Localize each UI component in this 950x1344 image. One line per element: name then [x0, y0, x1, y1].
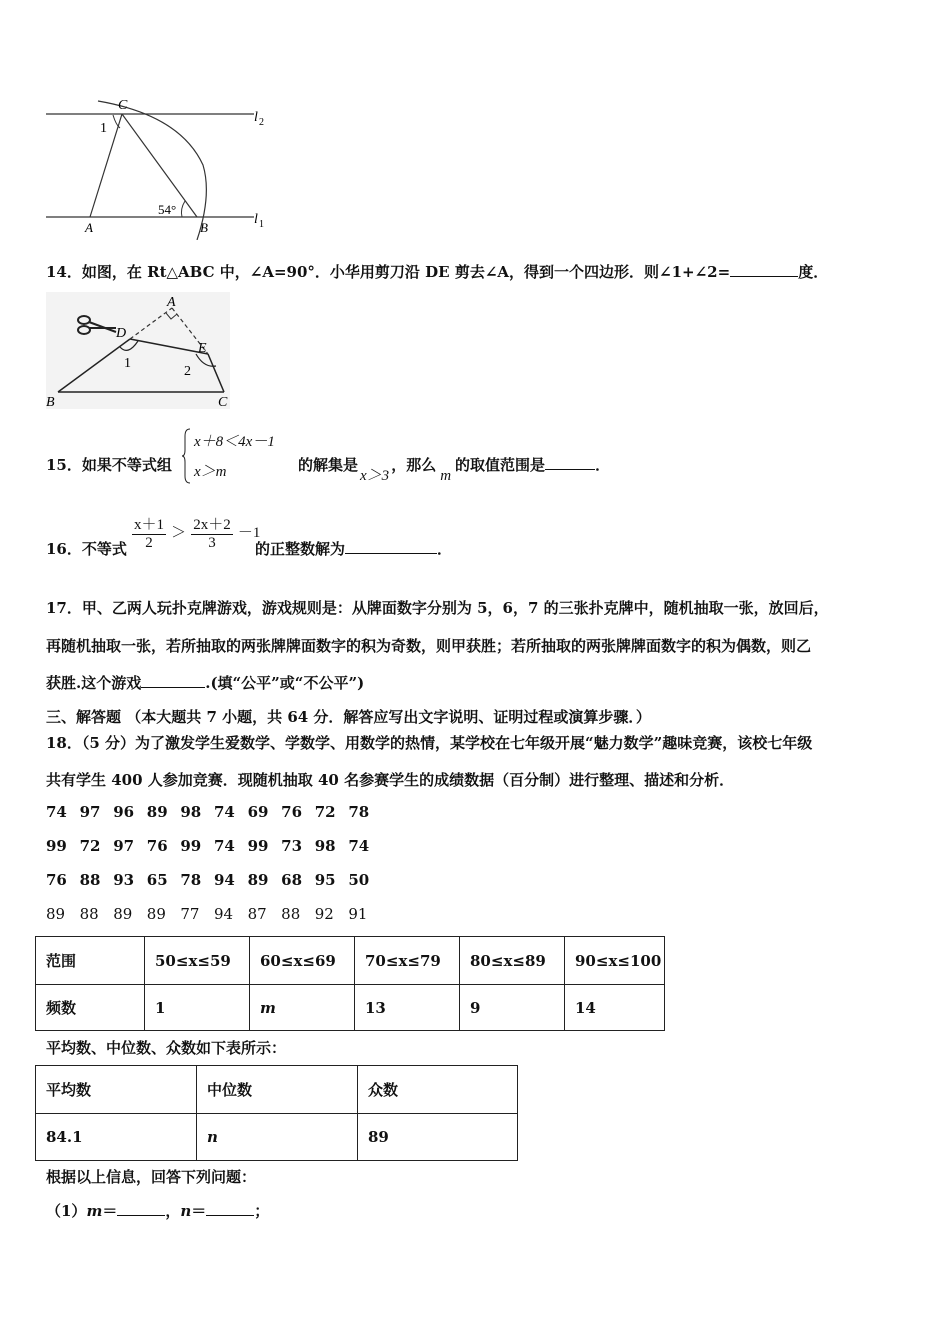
- question-18-line-1: 18．（5 分）为了激发学生爱数学、学数学、用数学的热情，某学校在七年级开展“魅力数学”趣味竞赛，该校七年级: [46, 734, 813, 752]
- question-16: 16．不等式: [46, 540, 127, 558]
- question-17-line-3: 获胜.这个游戏 .(填“公平”或“不公平”): [46, 674, 365, 692]
- answer-prompt: 根据以上信息，回答下列问题：: [46, 1168, 257, 1186]
- question-15: 15．如果不等式组: [46, 456, 172, 474]
- answer-blank-17: [141, 673, 205, 688]
- angle-1-label: 1: [100, 121, 107, 136]
- answer-blank-15: [545, 455, 595, 470]
- statistics-table: [35, 1065, 518, 1161]
- system-line-2: x＞m: [194, 464, 227, 480]
- label-b: B: [46, 395, 55, 409]
- statistics-header-row: 平均数 中位数 众数: [36, 1066, 518, 1114]
- question-18-line-2: 共有学生 400 人参加竞赛．现随机抽取 40 名参赛学生的成绩数据（百分制）进行整理、描述和分析．: [46, 771, 735, 789]
- angle-1-label: 1: [124, 356, 131, 371]
- label-l2: l: [254, 110, 258, 125]
- label-l1: l: [254, 212, 258, 227]
- fraction-1: $\frac{x+1}{2}$: [132, 513, 166, 552]
- brace: [182, 428, 192, 484]
- label-d: D: [116, 326, 127, 341]
- system-line-1: x＋8＜4x－1: [194, 434, 275, 450]
- label-b: B: [200, 220, 208, 235]
- answer-blank-14: [730, 262, 798, 277]
- data-row-1: 74 97 96 89 98 74 69 76 72 78: [46, 803, 370, 821]
- answer-blank-16: [345, 539, 437, 554]
- label-c: C: [118, 98, 128, 113]
- angle-54-label: 54°: [158, 202, 177, 217]
- solution-set: x＞3: [360, 468, 390, 484]
- question-15-rest: 的解集是x＞3，那么m的取值范围是 ．: [298, 456, 611, 484]
- section-3-title: 三、解答题 （本大题共 7 小题，共 64 分．解答应写出文字说明、证明过程或演算步骤．）: [46, 708, 651, 726]
- answer-blank-n: [206, 1201, 254, 1216]
- figure-triangle-cut: [46, 292, 230, 409]
- inequality-16: $\frac{x+1}{2}$ ＞ $\frac{2x+2}{3}$ －1: [132, 513, 260, 552]
- label-l1-sub: 1: [259, 219, 264, 230]
- data-row-3: 76 88 93 65 78 94 89 68 95 50: [46, 871, 370, 889]
- question-16-rest: 的正整数解为 ．: [255, 540, 453, 558]
- frequency-table: [35, 936, 665, 1031]
- data-row-4: 89 88 89 89 77 94 87 88 92 91: [46, 905, 368, 923]
- question-14: 14．如图，在 Rt△ABC 中，∠A=90°．小华用剪刀沿 DE 剪去∠A，得到一个四边形．则∠1+∠2= 度．: [46, 263, 829, 281]
- question-17-line-2: 再随机抽取一张，若所抽取的两张牌牌面数字的积为奇数，则甲获胜；若所抽取的两张牌牌面数字的积为偶数，则乙: [46, 637, 812, 655]
- frequency-value-row: 频数 1 m 13 9 14: [36, 985, 665, 1031]
- statistics-value-row: 84.1 n 89: [36, 1114, 518, 1161]
- figure-parallel-lines: [40, 95, 280, 240]
- answer-blank-m: [117, 1201, 165, 1216]
- label-a: A: [167, 295, 176, 310]
- fraction-2: $\frac{2x+2}{3}$: [191, 513, 233, 552]
- question-17-line-1: 17．甲、乙两人玩扑克牌游戏，游戏规则是：从牌面数字分别为 5，6，7 的三张扑克牌中，随机抽取一张，放回后，: [46, 599, 829, 617]
- label-a: A: [85, 220, 93, 235]
- sub-question-1: （1）m＝ ，n＝ ；: [46, 1202, 270, 1220]
- label-c: C: [218, 395, 228, 409]
- label-e: E: [198, 341, 207, 356]
- stats-intro: 平均数、中位数、众数如下表所示：: [46, 1039, 287, 1057]
- frequency-header-row: 范围 50≤x≤59 60≤x≤69 70≤x≤79 80≤x≤89 90≤x≤100: [36, 937, 665, 985]
- data-row-2: 99 72 97 76 99 74 99 73 98 74: [46, 837, 370, 855]
- label-l2-sub: 2: [259, 117, 264, 128]
- angle-2-label: 2: [184, 364, 191, 379]
- variable-m: m: [440, 468, 452, 484]
